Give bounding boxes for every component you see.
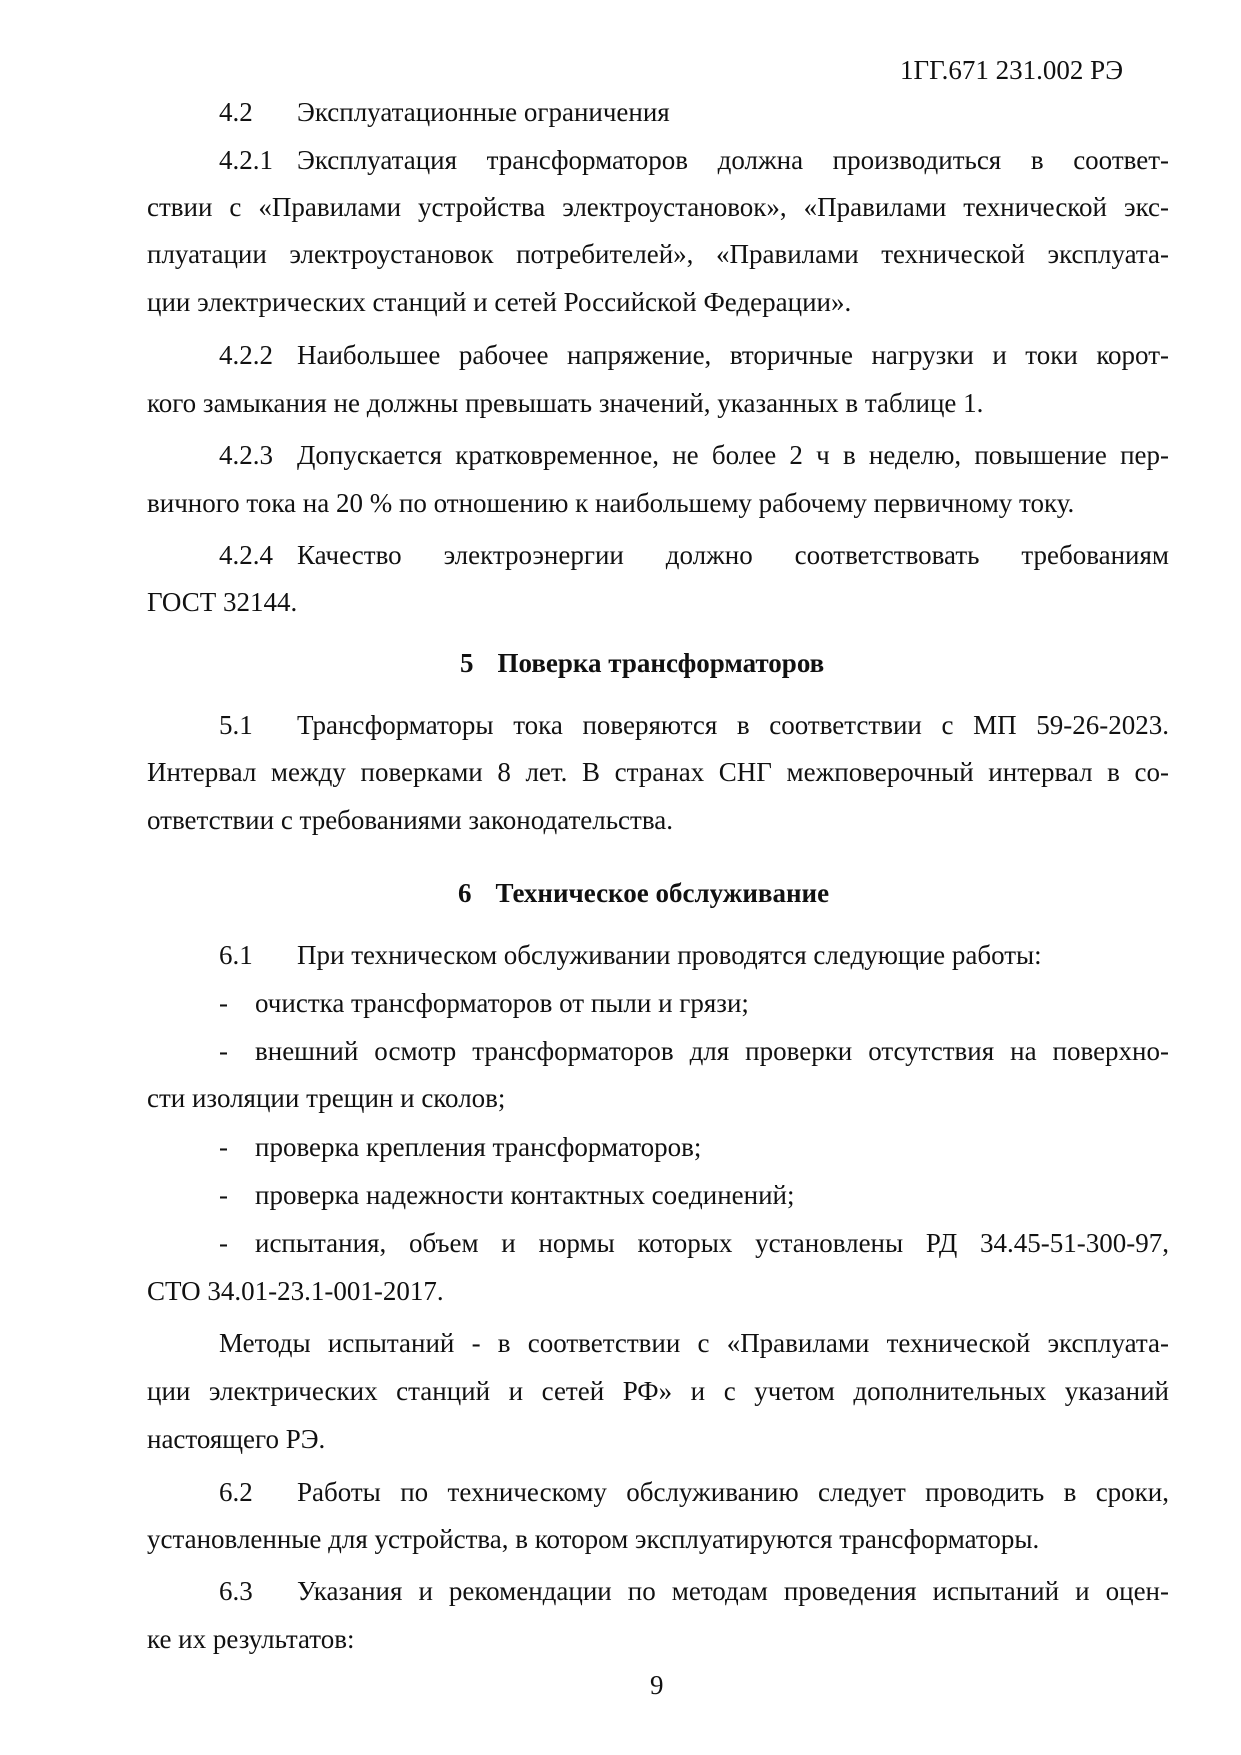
- paragraph-line: [219, 708, 1169, 742]
- clause-number: 4.2.4: [219, 540, 273, 570]
- clause-number: 4.2.1: [219, 145, 273, 175]
- paragraph-line: ответствии с требованиями законодательства.: [147, 805, 673, 835]
- list-item: [219, 986, 749, 1020]
- paragraph-line: установленные для устройства, в котором эксплуатируются трансформаторы.: [147, 1524, 1040, 1554]
- paragraph-text: Допускается кратковременное, не более 2 ч в неделю, повышение пер-: [297, 440, 1169, 470]
- paragraph-line: Интервал между поверками 8 лет. В странах СНГ межповерочный интервал в со-: [147, 757, 1169, 787]
- section-number: 5: [460, 648, 474, 678]
- section-number: 4.2: [219, 97, 253, 127]
- paragraph-line: [219, 1475, 1169, 1509]
- paragraph-line: [219, 538, 1169, 572]
- list-item: [219, 1178, 795, 1212]
- paragraph-line: Методы испытаний - в соответствии с «Правилами технической эксплуата-: [219, 1328, 1169, 1358]
- clause-number: 5.1: [219, 710, 253, 740]
- paragraph-line: [219, 143, 1169, 177]
- clause-number: 6.1: [219, 940, 253, 970]
- section-title: Техническое обслуживание: [495, 878, 830, 908]
- list-item-text: проверка надежности контактных соединений;: [255, 1180, 795, 1210]
- paragraph-line: [219, 938, 1042, 972]
- section-heading: [460, 646, 824, 680]
- paragraph-line: ствии с «Правилами устройства электроустановок», «Правилами технической экс-: [147, 192, 1169, 222]
- paragraph-line: [219, 438, 1169, 472]
- list-item: [219, 1130, 701, 1164]
- paragraph-text: Эксплуатация трансформаторов должна производиться в соответ-: [297, 145, 1169, 175]
- paragraph-line: [219, 338, 1169, 372]
- section-number: 6: [458, 878, 472, 908]
- paragraph-line: ции электрических станций и сетей Российской Федерации».: [147, 287, 852, 317]
- section-heading: [458, 876, 829, 910]
- document-code: 1ГГ.671 231.002 РЭ: [900, 55, 1124, 85]
- paragraph-line: кого замыкания не должны превышать значений, указанных в таблице 1.: [147, 388, 984, 418]
- paragraph-line: вичного тока на 20 % по отношению к наибольшему рабочему первичному току.: [147, 488, 1075, 518]
- section-title: Поверка трансформаторов: [497, 648, 825, 678]
- bullet-dash: -: [219, 1132, 228, 1162]
- paragraph-text: Работы по техническому обслуживанию следует проводить в сроки,: [297, 1477, 1169, 1507]
- paragraph-text: При техническом обслуживании проводятся следующие работы:: [297, 940, 1042, 970]
- clause-number: 4.2.3: [219, 440, 273, 470]
- paragraph-line: плуатации электроустановок потребителей», «Правилами технической эксплуата-: [147, 239, 1169, 269]
- paragraph-line: настоящего РЭ.: [147, 1424, 326, 1454]
- list-item-continuation: сти изоляции трещин и сколов;: [147, 1083, 506, 1113]
- section-heading: [219, 95, 670, 129]
- paragraph-line: [219, 1574, 1169, 1608]
- bullet-dash: -: [219, 1180, 228, 1210]
- bullet-dash: -: [219, 988, 228, 1018]
- clause-number: 6.2: [219, 1477, 253, 1507]
- paragraph-line: ции электрических станций и сетей РФ» и с учетом дополнительных указаний: [147, 1376, 1169, 1406]
- list-item-text: внешний осмотр трансформаторов для проверки отсутствия на поверхно-: [255, 1036, 1169, 1066]
- clause-number: 4.2.2: [219, 340, 273, 370]
- list-item-text: очистка трансформаторов от пыли и грязи;: [255, 988, 749, 1018]
- paragraph-line: ке их результатов:: [147, 1624, 355, 1654]
- page-number: 9: [650, 1670, 664, 1700]
- paragraph-text: Трансформаторы тока поверяются в соответствии с МП 59-26-2023.: [297, 710, 1169, 740]
- list-item-text: проверка крепления трансформаторов;: [255, 1132, 702, 1162]
- section-title: Эксплуатационные ограничения: [297, 97, 670, 127]
- paragraph-text: Наибольшее рабочее напряжение, вторичные нагрузки и токи корот-: [297, 340, 1169, 370]
- bullet-dash: -: [219, 1036, 228, 1066]
- paragraph-text: Указания и рекомендации по методам проведения испытаний и оцен-: [297, 1576, 1169, 1606]
- clause-number: 6.3: [219, 1576, 253, 1606]
- list-item: [219, 1226, 1169, 1260]
- paragraph-text: Качество электроэнергии должно соответствовать требованиям: [297, 540, 1169, 570]
- paragraph-line: ГОСТ 32144.: [147, 587, 298, 617]
- bullet-dash: -: [219, 1228, 228, 1258]
- list-item-continuation: СТО 34.01-23.1-001-2017.: [147, 1276, 444, 1306]
- list-item: [219, 1034, 1169, 1068]
- list-item-text: испытания, объем и нормы которых установлены РД 34.45-51-300-97,: [255, 1228, 1169, 1258]
